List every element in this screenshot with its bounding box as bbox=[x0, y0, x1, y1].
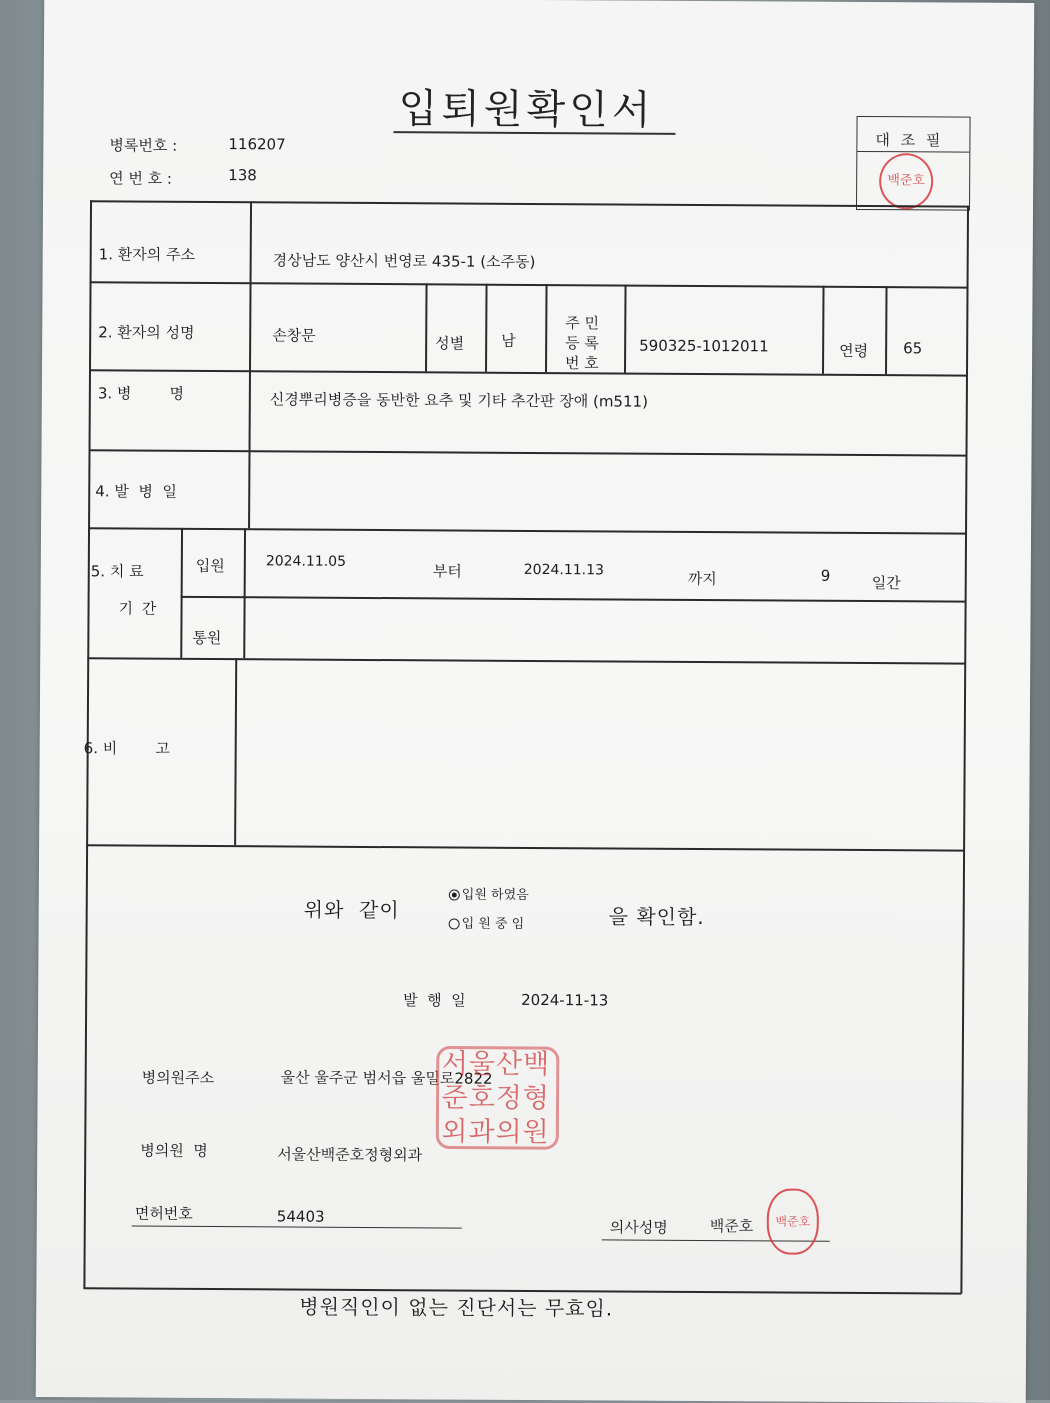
table-top-border bbox=[90, 200, 968, 207]
hospital-address: 울산 울주군 범서읍 울밀로2822 bbox=[280, 1068, 493, 1088]
option-inpatient[interactable] bbox=[449, 912, 525, 931]
option-admitted-label: 입원 하였음 bbox=[461, 887, 529, 903]
onset-label: 4. 발 병 일 bbox=[95, 482, 177, 501]
license-underline bbox=[132, 1226, 462, 1229]
issue-date-value: 2024-11-13 bbox=[521, 990, 609, 1010]
footer-notice: 병원직인이 없는 진단서는 무효임. bbox=[299, 1294, 614, 1321]
rrn-label-1: 주 민 bbox=[565, 314, 600, 333]
hospital-name-label: 병의원 명 bbox=[140, 1141, 208, 1161]
serial-no-label: 연 번 호 : bbox=[109, 169, 173, 188]
certificate-paper bbox=[36, 0, 1035, 1403]
issue-date-label: 발 행 일 bbox=[403, 991, 466, 1010]
disease-value: 신경뿌리병증을 동반한 요추 및 기타 추간판 장애 (m511) bbox=[269, 390, 649, 411]
doctor-seal: 백준호 bbox=[767, 1188, 819, 1254]
radio-admitted[interactable] bbox=[449, 889, 460, 900]
treatment-label: 5. 치 료 bbox=[90, 562, 144, 581]
age-label: 연령 bbox=[839, 341, 869, 361]
rrn-label-3: 번 호 bbox=[565, 354, 599, 373]
sex-label: 성별 bbox=[435, 334, 465, 353]
age-value: 65 bbox=[903, 339, 923, 358]
name-label: 2. 환자의 성명 bbox=[98, 323, 195, 342]
record-no-label: 병록번호 : bbox=[109, 136, 178, 155]
rrn-label-2: 등 록 bbox=[565, 334, 599, 353]
address-value: 경상남도 양산시 번영로 435-1 (소주동) bbox=[272, 251, 536, 271]
treatment-label-2: 기 간 bbox=[118, 599, 159, 618]
option-admitted[interactable] bbox=[449, 883, 529, 902]
confirm-box-label: 대 조 필 bbox=[875, 131, 944, 150]
address-label: 1. 환자의 주소 bbox=[98, 245, 196, 264]
days-value: 9 bbox=[820, 566, 831, 585]
hospital-seal-text: 서울산백준호정형외과의원 bbox=[441, 1048, 551, 1149]
serial-no-value: 138 bbox=[228, 166, 257, 185]
license-value: 54403 bbox=[276, 1207, 325, 1226]
disease-label: 3. 병 명 bbox=[97, 384, 185, 403]
inpatient-label: 입원 bbox=[195, 556, 225, 576]
table-right-border bbox=[960, 206, 968, 1294]
hospital-seal bbox=[435, 1045, 560, 1150]
inpatient-end: 2024.11.13 bbox=[523, 561, 605, 579]
radio-inpatient[interactable] bbox=[449, 918, 460, 929]
document-title: 입퇴원확인서 bbox=[398, 86, 655, 134]
remarks-label: 6. 비 고 bbox=[83, 739, 170, 758]
confirm-box bbox=[856, 116, 971, 211]
days-unit: 일간 bbox=[871, 574, 901, 593]
hospital-name: 서울산백준호정형외과 bbox=[277, 1145, 423, 1165]
statement-prefix: 위와 같이 bbox=[303, 897, 400, 923]
inpatient-start: 2024.11.05 bbox=[265, 553, 347, 570]
license-label: 면허번호 bbox=[134, 1204, 193, 1223]
option-inpatient-label: 입 원 중 임 bbox=[461, 916, 525, 932]
to-label: 까지 bbox=[687, 569, 717, 589]
doctor-label: 의사성명 bbox=[609, 1218, 668, 1237]
doctor-name: 백준호 bbox=[709, 1217, 754, 1236]
from-label: 부터 bbox=[432, 562, 462, 581]
sex-value: 남 bbox=[501, 331, 516, 350]
hospital-address-label: 병의원주소 bbox=[141, 1068, 215, 1088]
name-value: 손창문 bbox=[272, 326, 316, 345]
record-no-value: 116207 bbox=[228, 135, 286, 154]
outpatient-label: 통원 bbox=[192, 628, 222, 648]
rrn-value: 590325-1012011 bbox=[639, 336, 769, 356]
statement-suffix: 을 확인함. bbox=[608, 904, 705, 930]
confirm-stamp: 백준호 bbox=[879, 153, 933, 209]
